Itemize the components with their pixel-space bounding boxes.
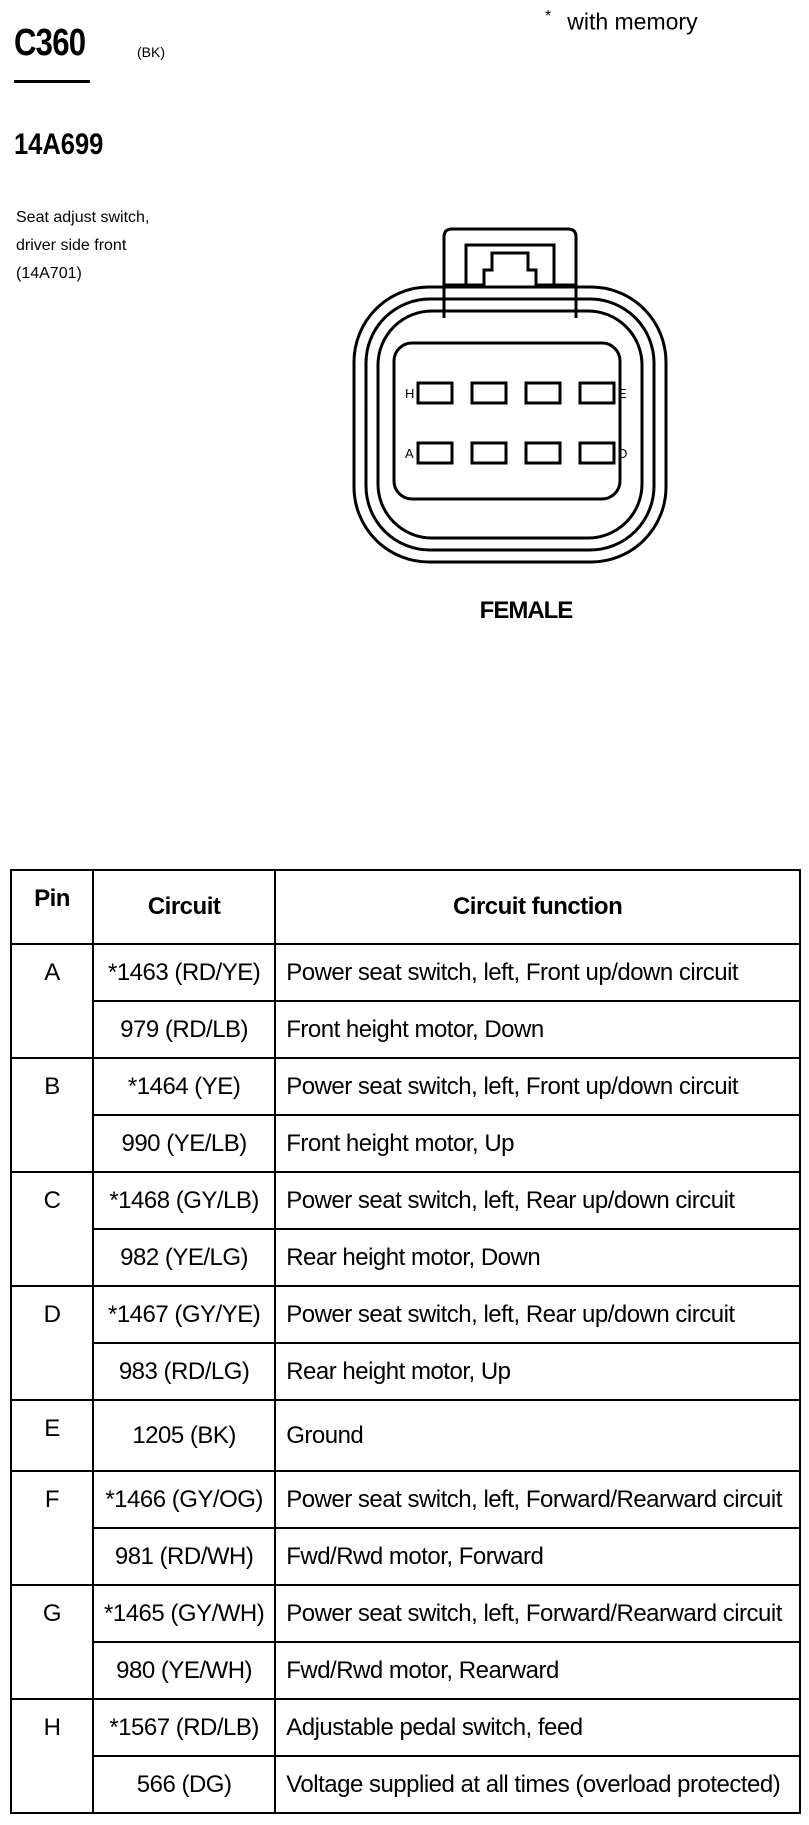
pin-label-h: H: [405, 386, 415, 401]
function-cell: Voltage supplied at all times (overload protected): [275, 1756, 800, 1813]
table-row: [11, 1058, 800, 1115]
terminal-b: [472, 443, 506, 463]
circuit-cell: 983 (RD/LG): [93, 1343, 275, 1400]
terminal-g: [472, 383, 506, 403]
memory-note: [545, 8, 698, 36]
function-cell: Rear height motor, Up: [275, 1343, 800, 1400]
pin-label-d: D: [618, 446, 628, 461]
circuit-cell: *1464 (YE): [93, 1058, 275, 1115]
table-row: [11, 1642, 800, 1699]
table-row: [11, 1115, 800, 1172]
circuit-cell: *1465 (GY/WH): [93, 1585, 275, 1642]
function-cell: Rear height motor, Down: [275, 1229, 800, 1286]
circuit-cell: 990 (YE/LB): [93, 1115, 275, 1172]
pin-cell: D: [11, 1286, 93, 1400]
table-row: [11, 1001, 800, 1058]
table-row: [11, 1756, 800, 1813]
function-cell: Power seat switch, left, Forward/Rearward circuit: [275, 1471, 800, 1528]
pin-cell: G: [11, 1585, 93, 1699]
female-label: FEMALE: [479, 597, 573, 624]
function-cell: Front height motor, Up: [275, 1115, 800, 1172]
table-row: [11, 1528, 800, 1585]
function-cell: Power seat switch, left, Forward/Rearward circuit: [275, 1585, 800, 1642]
circuit-cell: 981 (RD/WH): [93, 1528, 275, 1585]
table-row: [11, 944, 800, 1001]
component-description: [16, 204, 149, 288]
circuit-cell: *1468 (GY/LB): [93, 1172, 275, 1229]
function-cell: Front height motor, Down: [275, 1001, 800, 1058]
terminal-f: [526, 383, 560, 403]
terminal-a: [418, 443, 452, 463]
pin-cell: H: [11, 1699, 93, 1813]
function-cell: Power seat switch, left, Rear up/down circuit: [275, 1286, 800, 1343]
circuit-cell: 982 (YE/LG): [93, 1229, 275, 1286]
pin-cell: B: [11, 1058, 93, 1172]
connector-housing-mid: [366, 299, 654, 550]
terminal-d: [580, 443, 614, 463]
pin-label-e: E: [618, 386, 627, 401]
circuit-cell: *1466 (GY/OG): [93, 1471, 275, 1528]
circuit-cell: 566 (DG): [93, 1756, 275, 1813]
pin-cell: F: [11, 1471, 93, 1585]
circuit-cell: *1467 (GY/YE): [93, 1286, 275, 1343]
pin-cell: C: [11, 1172, 93, 1286]
part-number: 14A699: [14, 128, 104, 161]
circuit-cell: *1463 (RD/YE): [93, 944, 275, 1001]
function-cell: Fwd/Rwd motor, Rearward: [275, 1642, 800, 1699]
connector-latch-key: [444, 253, 576, 285]
connector-housing-inner: [378, 311, 642, 538]
table-row: [11, 1229, 800, 1286]
circuit-cell: 979 (RD/LB): [93, 1001, 275, 1058]
connector-id-underline: [14, 80, 90, 83]
pin-table: [10, 869, 801, 1814]
terminal-h: [418, 383, 452, 403]
component-desc-line: Seat adjust switch,: [16, 209, 150, 226]
table-row: [11, 1585, 800, 1642]
connector-cavity-face: [394, 343, 620, 499]
column-header-pin: Pin: [11, 870, 93, 944]
function-cell: Power seat switch, left, Front up/down circuit: [275, 1058, 800, 1115]
connector-latch: [444, 229, 576, 318]
circuit-cell: 980 (YE/WH): [93, 1642, 275, 1699]
circuit-cell: 1205 (BK): [93, 1400, 275, 1471]
connector-face-diagram: [350, 225, 690, 585]
pin-cell: E: [11, 1400, 93, 1471]
circuit-cell: *1567 (RD/LB): [93, 1699, 275, 1756]
component-desc-line: (14A701): [16, 265, 82, 282]
table-header-row: [11, 870, 800, 944]
terminal-c: [526, 443, 560, 463]
column-header-circuit-function: Circuit function: [275, 870, 800, 944]
memory-note-text: with memory: [567, 8, 698, 35]
table-row: [11, 1172, 800, 1229]
function-cell: Power seat switch, left, Rear up/down circuit: [275, 1172, 800, 1229]
function-cell: Power seat switch, left, Front up/down circuit: [275, 944, 800, 1001]
table-row: [11, 1699, 800, 1756]
table-row: [11, 1286, 800, 1343]
table-row: [11, 1343, 800, 1400]
column-header-circuit: Circuit: [93, 870, 275, 944]
table-row: [11, 1471, 800, 1528]
terminal-e: [580, 383, 614, 403]
pin-cell: A: [11, 944, 93, 1058]
connector-color: (BK): [137, 44, 165, 60]
table-row: [11, 1400, 800, 1471]
function-cell: Fwd/Rwd motor, Forward: [275, 1528, 800, 1585]
function-cell: Ground: [275, 1400, 800, 1471]
connector-latch-inner: [466, 245, 554, 285]
pin-label-a: A: [405, 446, 414, 461]
component-desc-line: driver side front: [16, 237, 127, 254]
connector-id: C360: [14, 22, 86, 64]
memory-note-symbol: *: [545, 8, 552, 25]
function-cell: Adjustable pedal switch, feed: [275, 1699, 800, 1756]
